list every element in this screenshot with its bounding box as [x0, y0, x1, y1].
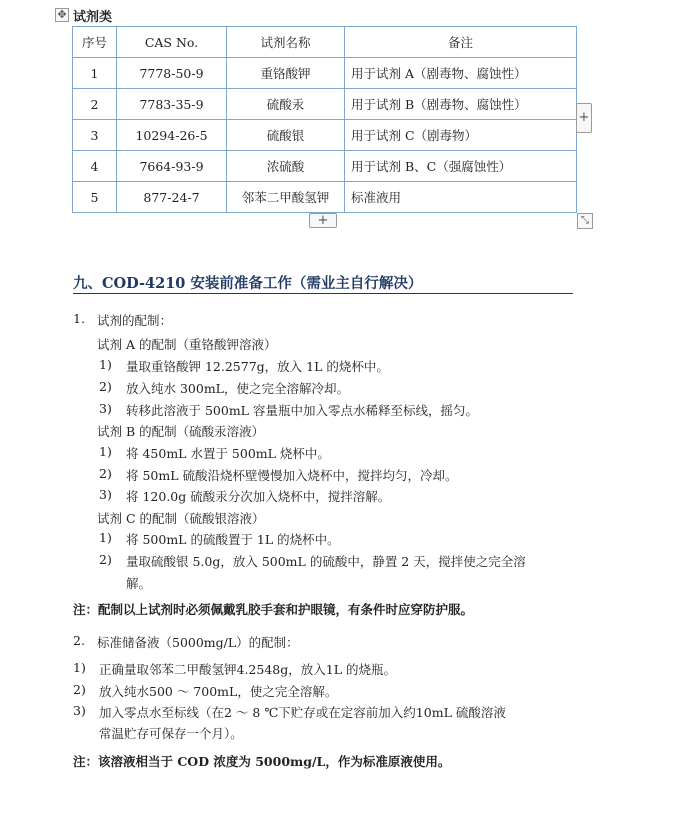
table-row — [73, 89, 577, 120]
table-header-row — [73, 27, 577, 58]
header-cas: CAS No. — [117, 27, 227, 58]
step-number: 3) — [99, 487, 112, 502]
table-resize-handle[interactable]: ⤡ — [577, 213, 593, 229]
safety-note: 注：配制以上试剂时必须佩戴乳胶手套和护眼镜，有条件时应穿防护服。 — [73, 602, 474, 617]
cell-remarks[interactable]: 用于试剂 B（剧毒物、腐蚀性） — [345, 89, 577, 120]
cell-reagent-name[interactable]: 浓硫酸 — [227, 151, 345, 182]
add-column-button[interactable]: + — [576, 103, 592, 133]
table-row — [73, 120, 577, 151]
item-title: 试剂的配制： — [97, 313, 173, 328]
cell-cas[interactable]: 7778-50-9 — [117, 58, 227, 89]
cell-reagent-name[interactable]: 硫酸银 — [227, 120, 345, 151]
reagent-c-title: 试剂 C 的配制（硫酸银溶液） — [97, 511, 265, 526]
step-number: 1) — [73, 660, 86, 675]
section-heading: 九、COD-4210 安装前准备工作（需业主自行解决） — [73, 275, 423, 292]
add-row-button[interactable]: + — [309, 213, 337, 228]
step-text: 转移此溶液于 500mL 容量瓶中加入零点水稀释至标线，摇匀。 — [126, 403, 478, 418]
cell-remarks[interactable]: 用于试剂 A（剧毒物、腐蚀性） — [345, 58, 577, 89]
step-number: 2) — [99, 379, 112, 394]
cell-index[interactable]: 5 — [73, 182, 117, 213]
step-number: 2) — [99, 466, 112, 481]
table-row — [73, 182, 577, 213]
table-row — [73, 58, 577, 89]
header-remarks: 备注 — [345, 27, 577, 58]
reagent-table — [72, 26, 577, 213]
cell-index[interactable]: 2 — [73, 89, 117, 120]
cell-remarks[interactable]: 标准液用 — [345, 182, 577, 213]
step-text: 将 120.0g 硫酸汞分次加入烧杯中，搅拌溶解。 — [126, 489, 391, 504]
step-text-continued: 常温贮存可保存一个月）。 — [99, 726, 243, 741]
step-text: 放入纯水500 ～ 700mL，使之完全溶解。 — [99, 684, 338, 699]
cell-cas[interactable]: 877-24-7 — [117, 182, 227, 213]
step-number: 3) — [99, 401, 112, 416]
standard-note: 注：该溶液相当于 COD 浓度为 5000mg/L，作为标准原液使用。 — [73, 754, 451, 769]
step-number: 1) — [99, 444, 112, 459]
cell-remarks[interactable]: 用于试剂 B、C（强腐蚀性） — [345, 151, 577, 182]
cell-reagent-name[interactable]: 重铬酸钾 — [227, 58, 345, 89]
step-text: 量取重铬酸钾 12.2577g，放入 1L 的烧杯中。 — [126, 359, 389, 374]
step-number: 2) — [73, 682, 86, 697]
step-text: 将 500mL 的硫酸置于 1L 的烧杯中。 — [126, 532, 340, 547]
step-text: 放入纯水 300mL，使之完全溶解冷却。 — [126, 381, 349, 396]
cell-cas[interactable]: 7783-35-9 — [117, 89, 227, 120]
heading-underline — [73, 293, 573, 294]
cell-index[interactable]: 1 — [73, 58, 117, 89]
header-reagent-name: 试剂名称 — [227, 27, 345, 58]
cell-cas[interactable]: 10294-26-5 — [117, 120, 227, 151]
cell-cas[interactable]: 7664-93-9 — [117, 151, 227, 182]
table-caption: 试剂类 — [73, 10, 113, 25]
step-text-continued: 解。 — [126, 576, 152, 591]
cell-index[interactable]: 3 — [73, 120, 117, 151]
item-title: 标准储备液（5000mg/L）的配制： — [97, 635, 299, 650]
step-number: 2) — [99, 552, 112, 567]
item-number: 2. — [73, 633, 85, 648]
step-number: 1) — [99, 530, 112, 545]
reagent-a-title: 试剂 A 的配制（重铬酸钾溶液） — [97, 337, 277, 352]
cell-remarks[interactable]: 用于试剂 C（剧毒物） — [345, 120, 577, 151]
cell-reagent-name[interactable]: 硫酸汞 — [227, 89, 345, 120]
step-text: 加入零点水至标线（在2 ～ 8 ℃下贮存或在定容前加入约10mL 硫酸溶液 — [99, 705, 506, 720]
step-number: 3) — [73, 703, 86, 718]
step-number: 1) — [99, 357, 112, 372]
cell-index[interactable]: 4 — [73, 151, 117, 182]
step-text: 量取硫酸银 5.0g，放入 500mL 的硫酸中，静置 2 天，搅拌使之完全溶 — [126, 554, 526, 569]
item-number: 1. — [73, 311, 85, 326]
reagent-b-title: 试剂 B 的配制（硫酸汞溶液） — [97, 424, 265, 439]
header-index: 序号 — [73, 27, 117, 58]
step-text: 正确量取邻苯二甲酸氢钾4.2548g，放入1L 的烧瓶。 — [99, 662, 396, 677]
cell-reagent-name[interactable]: 邻苯二甲酸氢钾 — [227, 182, 345, 213]
table-move-handle[interactable]: ✥ — [55, 8, 69, 22]
step-text: 将 50mL 硫酸沿烧杯壁慢慢加入烧杯中，搅拌均匀，冷却。 — [126, 468, 458, 483]
table-row — [73, 151, 577, 182]
step-text: 将 450mL 水置于 500mL 烧杯中。 — [126, 446, 330, 461]
